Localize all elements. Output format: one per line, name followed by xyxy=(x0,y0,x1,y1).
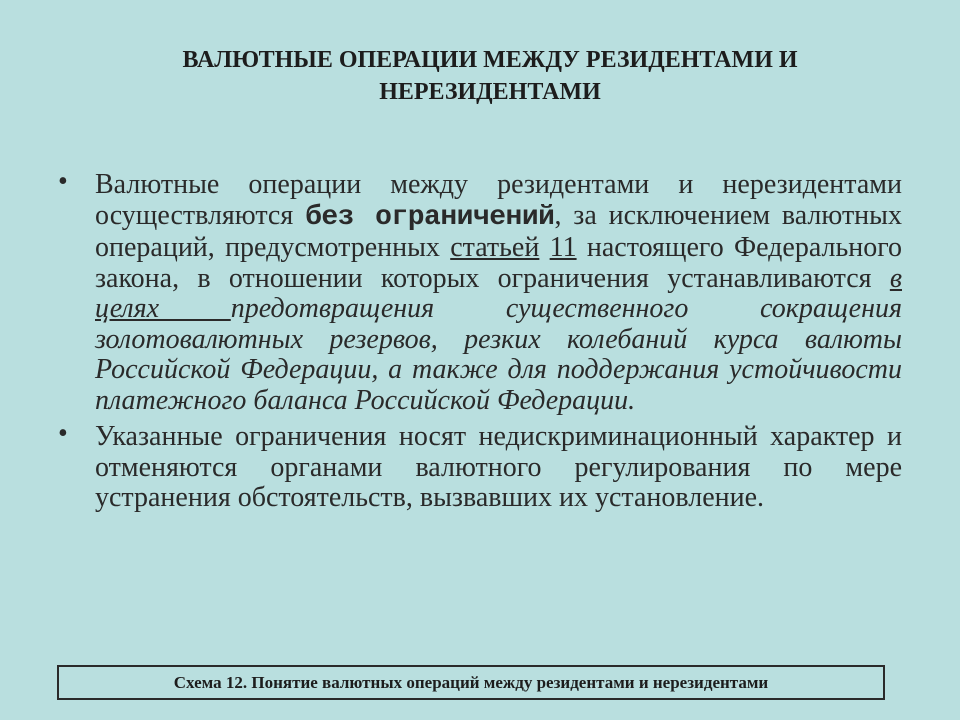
bullet-1-bold-phrase: без ограничений xyxy=(305,201,555,233)
article-number-link[interactable]: 11 xyxy=(549,232,577,263)
bullet-1-link-gap xyxy=(539,232,549,263)
slide-title-line-2: НЕРЕЗИДЕНТАМИ xyxy=(379,79,601,105)
bullet-1-italic-underlined: в целях xyxy=(95,262,902,324)
scheme-caption: Схема 12. Понятие валютных операций между резидентами и нерезидентами xyxy=(57,665,885,700)
bullet-2-text: Указанные ограничения носят недискриминационный характер и отменяются органами валютного регулирования по мере устранения обстоятельств, вызвавших их установление. xyxy=(95,421,902,513)
bullet-1-text-part-1: Валютные операции между резидентами и нерезидентами осуществляются xyxy=(95,169,902,231)
bullet-list xyxy=(58,166,903,514)
slide-title xyxy=(90,44,890,108)
bullet-item-1 xyxy=(58,166,903,416)
article-link[interactable]: статьей xyxy=(450,232,540,263)
bullet-1-text-part-2: , за исключением валютных операций, предусмотренных xyxy=(95,199,902,263)
bullet-marker: • xyxy=(58,418,68,449)
bullet-1-text-part-3: настоящего Федерального закона, в отношении которых ограничения устанавливаются xyxy=(95,232,903,294)
bullet-item-2 xyxy=(58,418,902,514)
bullet-marker: • xyxy=(58,166,68,197)
slide-title-line-1: ВАЛЮТНЫЕ ОПЕРАЦИИ МЕЖДУ РЕЗИДЕНТАМИ И xyxy=(182,47,798,73)
bullet-1-italic-text: предотвращения существенного сокращения золотовалютных резервов, резких колебаний курса валюты Российской Федерации, а также для поддержания устойчивости платежного баланса Российской Федерации. xyxy=(95,293,902,416)
